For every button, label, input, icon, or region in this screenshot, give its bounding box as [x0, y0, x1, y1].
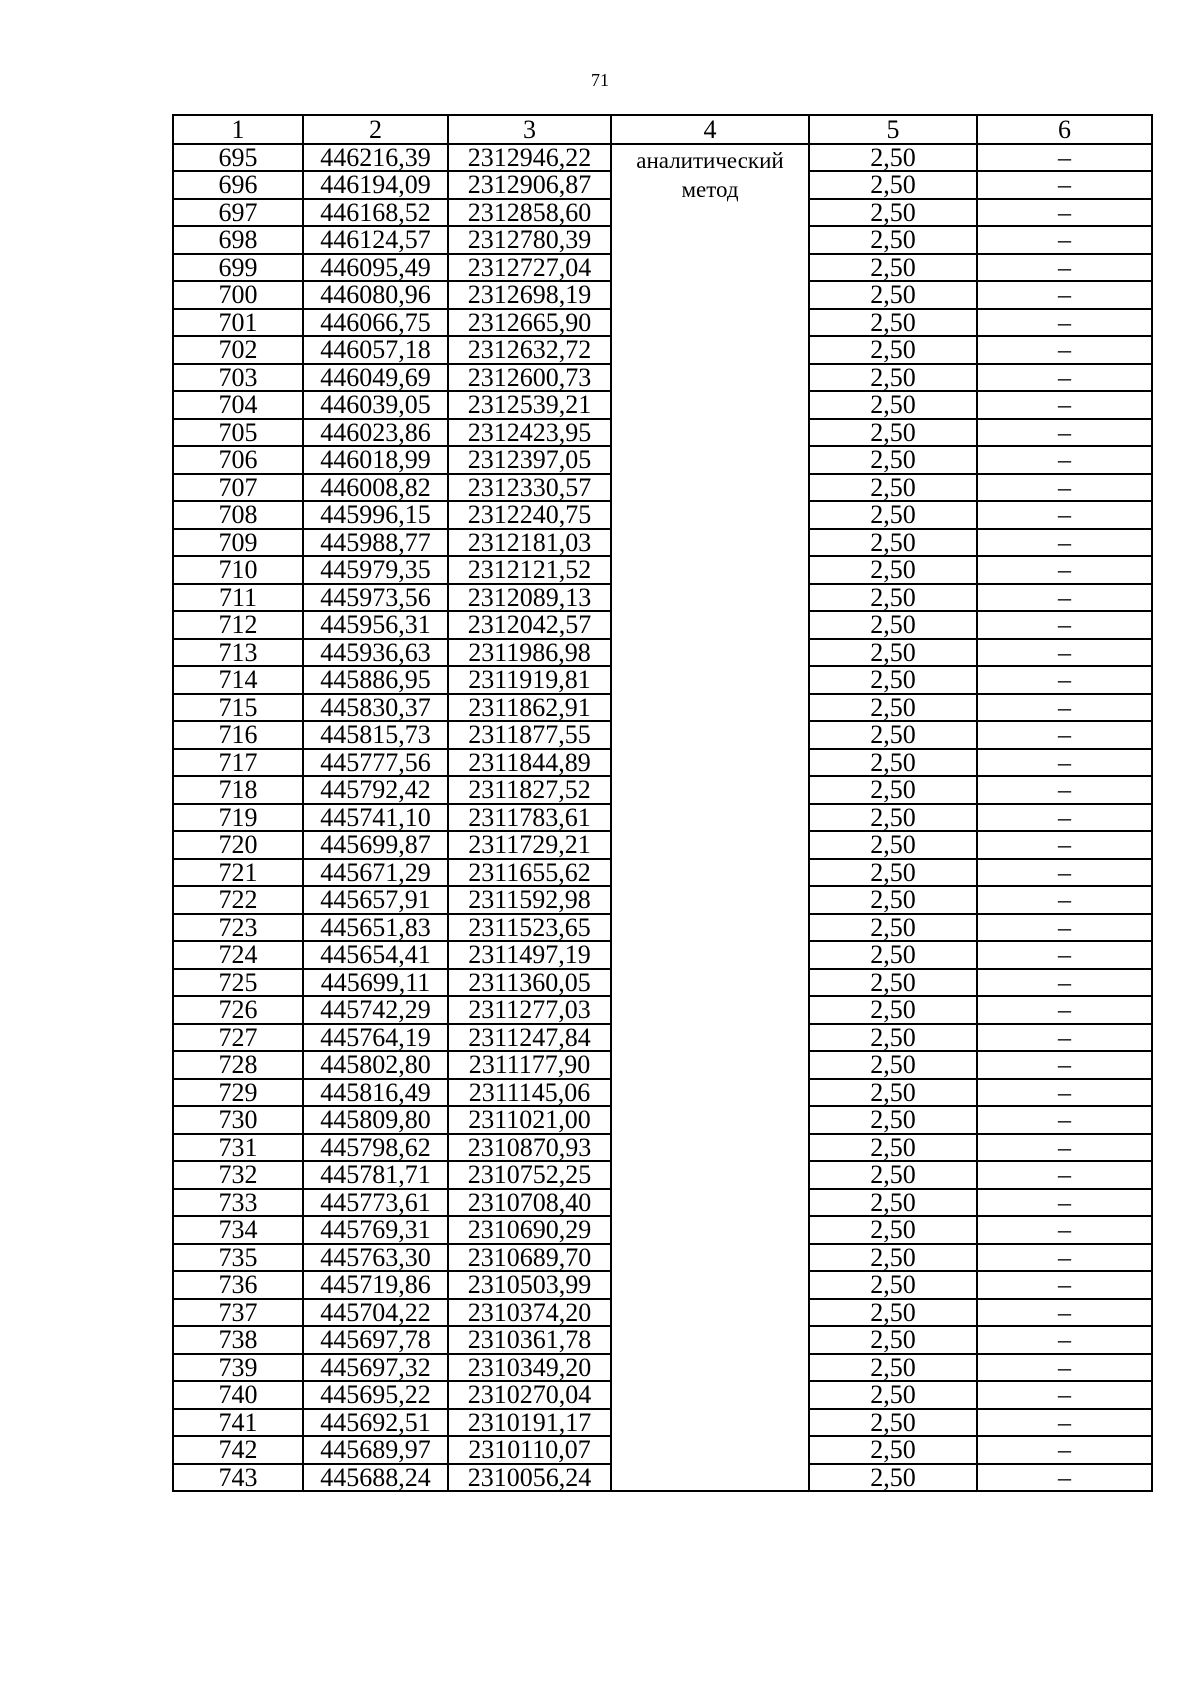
accuracy-cell: 2,50: [809, 941, 977, 969]
x-coordinate-cell: 445671,29: [303, 859, 448, 887]
x-coordinate-cell: 445777,56: [303, 749, 448, 777]
point-number-cell: 721: [173, 859, 303, 887]
point-number-cell: 736: [173, 1271, 303, 1299]
x-coordinate-cell: 445692,51: [303, 1409, 448, 1437]
point-number-cell: 722: [173, 886, 303, 914]
note-cell: –: [977, 364, 1152, 392]
point-number-cell: 723: [173, 914, 303, 942]
y-coordinate-cell: 2311919,81: [448, 666, 611, 694]
column-header: 3: [448, 115, 611, 144]
y-coordinate-cell: 2312397,05: [448, 446, 611, 474]
note-cell: –: [977, 1134, 1152, 1162]
note-cell: –: [977, 831, 1152, 859]
note-cell: –: [977, 1436, 1152, 1464]
x-coordinate-cell: 445654,41: [303, 941, 448, 969]
x-coordinate-cell: 446216,39: [303, 144, 448, 172]
note-cell: –: [977, 474, 1152, 502]
point-number-cell: 700: [173, 281, 303, 309]
note-cell: –: [977, 1464, 1152, 1492]
note-cell: –: [977, 666, 1152, 694]
point-number-cell: 705: [173, 419, 303, 447]
y-coordinate-cell: 2310374,20: [448, 1299, 611, 1327]
point-number-cell: 715: [173, 694, 303, 722]
note-cell: –: [977, 281, 1152, 309]
y-coordinate-cell: 2312240,75: [448, 501, 611, 529]
y-coordinate-cell: 2311729,21: [448, 831, 611, 859]
method-cell: [611, 144, 809, 1492]
accuracy-cell: 2,50: [809, 1326, 977, 1354]
y-coordinate-cell: 2312042,57: [448, 611, 611, 639]
accuracy-cell: 2,50: [809, 1409, 977, 1437]
x-coordinate-cell: 446080,96: [303, 281, 448, 309]
point-number-cell: 714: [173, 666, 303, 694]
y-coordinate-cell: 2312539,21: [448, 391, 611, 419]
note-cell: –: [977, 171, 1152, 199]
point-number-cell: 724: [173, 941, 303, 969]
point-number-cell: 719: [173, 804, 303, 832]
note-cell: –: [977, 1161, 1152, 1189]
point-number-cell: 708: [173, 501, 303, 529]
note-cell: –: [977, 419, 1152, 447]
point-number-cell: 727: [173, 1024, 303, 1052]
note-cell: –: [977, 1079, 1152, 1107]
x-coordinate-cell: 446066,75: [303, 309, 448, 337]
y-coordinate-cell: 2311277,03: [448, 996, 611, 1024]
y-coordinate-cell: 2310503,99: [448, 1271, 611, 1299]
note-cell: –: [977, 941, 1152, 969]
y-coordinate-cell: 2312600,73: [448, 364, 611, 392]
accuracy-cell: 2,50: [809, 1161, 977, 1189]
x-coordinate-cell: 446095,49: [303, 254, 448, 282]
point-number-cell: 726: [173, 996, 303, 1024]
x-coordinate-cell: 445996,15: [303, 501, 448, 529]
point-number-cell: 742: [173, 1436, 303, 1464]
x-coordinate-cell: 446039,05: [303, 391, 448, 419]
x-coordinate-cell: 445764,19: [303, 1024, 448, 1052]
x-coordinate-cell: 445689,97: [303, 1436, 448, 1464]
note-cell: –: [977, 1299, 1152, 1327]
note-cell: –: [977, 309, 1152, 337]
point-number-cell: 743: [173, 1464, 303, 1492]
note-cell: –: [977, 1409, 1152, 1437]
accuracy-cell: 2,50: [809, 969, 977, 997]
note-cell: –: [977, 749, 1152, 777]
point-number-cell: 737: [173, 1299, 303, 1327]
accuracy-cell: 2,50: [809, 446, 977, 474]
x-coordinate-cell: 445815,73: [303, 721, 448, 749]
note-cell: –: [977, 336, 1152, 364]
x-coordinate-cell: 445792,42: [303, 776, 448, 804]
point-number-cell: 712: [173, 611, 303, 639]
point-number-cell: 713: [173, 639, 303, 667]
y-coordinate-cell: 2312181,03: [448, 529, 611, 557]
y-coordinate-cell: 2311145,06: [448, 1079, 611, 1107]
accuracy-cell: 2,50: [809, 639, 977, 667]
x-coordinate-cell: 445988,77: [303, 529, 448, 557]
point-number-cell: 729: [173, 1079, 303, 1107]
note-cell: –: [977, 584, 1152, 612]
note-cell: –: [977, 776, 1152, 804]
point-number-cell: 703: [173, 364, 303, 392]
x-coordinate-cell: 445688,24: [303, 1464, 448, 1492]
accuracy-cell: 2,50: [809, 226, 977, 254]
note-cell: –: [977, 611, 1152, 639]
x-coordinate-cell: 445886,95: [303, 666, 448, 694]
page-number: 71: [591, 70, 609, 90]
note-cell: –: [977, 199, 1152, 227]
point-number-cell: 697: [173, 199, 303, 227]
x-coordinate-cell: 445830,37: [303, 694, 448, 722]
point-number-cell: 740: [173, 1381, 303, 1409]
note-cell: –: [977, 226, 1152, 254]
x-coordinate-cell: 445781,71: [303, 1161, 448, 1189]
point-number-cell: 741: [173, 1409, 303, 1437]
accuracy-cell: 2,50: [809, 1024, 977, 1052]
point-number-cell: 734: [173, 1216, 303, 1244]
x-coordinate-cell: 445704,22: [303, 1299, 448, 1327]
coordinates-table: [172, 114, 1153, 1492]
accuracy-cell: 2,50: [809, 666, 977, 694]
x-coordinate-cell: 445816,49: [303, 1079, 448, 1107]
accuracy-cell: 2,50: [809, 1271, 977, 1299]
point-number-cell: 704: [173, 391, 303, 419]
note-cell: –: [977, 556, 1152, 584]
table-header-row: [173, 115, 1152, 144]
x-coordinate-cell: 445699,11: [303, 969, 448, 997]
point-number-cell: 701: [173, 309, 303, 337]
x-coordinate-cell: 446018,99: [303, 446, 448, 474]
y-coordinate-cell: 2311360,05: [448, 969, 611, 997]
y-coordinate-cell: 2312089,13: [448, 584, 611, 612]
point-number-cell: 707: [173, 474, 303, 502]
x-coordinate-cell: 445651,83: [303, 914, 448, 942]
x-coordinate-cell: 446023,86: [303, 419, 448, 447]
accuracy-cell: 2,50: [809, 171, 977, 199]
y-coordinate-cell: 2312121,52: [448, 556, 611, 584]
column-header: 2: [303, 115, 448, 144]
point-number-cell: 710: [173, 556, 303, 584]
x-coordinate-cell: 446124,57: [303, 226, 448, 254]
y-coordinate-cell: 2312632,72: [448, 336, 611, 364]
point-number-cell: 730: [173, 1106, 303, 1134]
y-coordinate-cell: 2311844,89: [448, 749, 611, 777]
table-row: [173, 144, 1152, 172]
note-cell: –: [977, 886, 1152, 914]
x-coordinate-cell: 445699,87: [303, 831, 448, 859]
accuracy-cell: 2,50: [809, 336, 977, 364]
point-number-cell: 718: [173, 776, 303, 804]
y-coordinate-cell: 2312906,87: [448, 171, 611, 199]
y-coordinate-cell: 2310110,07: [448, 1436, 611, 1464]
x-coordinate-cell: 445742,29: [303, 996, 448, 1024]
note-cell: –: [977, 529, 1152, 557]
x-coordinate-cell: 445798,62: [303, 1134, 448, 1162]
y-coordinate-cell: 2311783,61: [448, 804, 611, 832]
accuracy-cell: 2,50: [809, 254, 977, 282]
y-coordinate-cell: 2311523,65: [448, 914, 611, 942]
point-number-cell: 706: [173, 446, 303, 474]
point-number-cell: 732: [173, 1161, 303, 1189]
x-coordinate-cell: 446168,52: [303, 199, 448, 227]
x-coordinate-cell: 445763,30: [303, 1244, 448, 1272]
x-coordinate-cell: 445979,35: [303, 556, 448, 584]
accuracy-cell: 2,50: [809, 914, 977, 942]
note-cell: –: [977, 1244, 1152, 1272]
note-cell: –: [977, 996, 1152, 1024]
note-cell: –: [977, 859, 1152, 887]
y-coordinate-cell: 2310690,29: [448, 1216, 611, 1244]
y-coordinate-cell: 2311877,55: [448, 721, 611, 749]
accuracy-cell: 2,50: [809, 1464, 977, 1492]
accuracy-cell: 2,50: [809, 1189, 977, 1217]
accuracy-cell: 2,50: [809, 391, 977, 419]
column-header: 6: [977, 115, 1152, 144]
y-coordinate-cell: 2310689,70: [448, 1244, 611, 1272]
point-number-cell: 711: [173, 584, 303, 612]
accuracy-cell: 2,50: [809, 1216, 977, 1244]
accuracy-cell: 2,50: [809, 1299, 977, 1327]
x-coordinate-cell: 446049,69: [303, 364, 448, 392]
point-number-cell: 702: [173, 336, 303, 364]
x-coordinate-cell: 445956,31: [303, 611, 448, 639]
note-cell: –: [977, 1216, 1152, 1244]
note-cell: –: [977, 1189, 1152, 1217]
x-coordinate-cell: 445973,56: [303, 584, 448, 612]
note-cell: –: [977, 694, 1152, 722]
x-coordinate-cell: 445802,80: [303, 1051, 448, 1079]
y-coordinate-cell: 2310191,17: [448, 1409, 611, 1437]
y-coordinate-cell: 2312423,95: [448, 419, 611, 447]
note-cell: –: [977, 914, 1152, 942]
note-cell: –: [977, 254, 1152, 282]
note-cell: –: [977, 144, 1152, 172]
point-number-cell: 728: [173, 1051, 303, 1079]
accuracy-cell: 2,50: [809, 309, 977, 337]
point-number-cell: 725: [173, 969, 303, 997]
y-coordinate-cell: 2312330,57: [448, 474, 611, 502]
accuracy-cell: 2,50: [809, 1051, 977, 1079]
y-coordinate-cell: 2310056,24: [448, 1464, 611, 1492]
y-coordinate-cell: 2310870,93: [448, 1134, 611, 1162]
accuracy-cell: 2,50: [809, 419, 977, 447]
x-coordinate-cell: 445773,61: [303, 1189, 448, 1217]
y-coordinate-cell: 2310270,04: [448, 1381, 611, 1409]
accuracy-cell: 2,50: [809, 144, 977, 172]
note-cell: –: [977, 1381, 1152, 1409]
accuracy-cell: 2,50: [809, 1134, 977, 1162]
accuracy-cell: 2,50: [809, 501, 977, 529]
accuracy-cell: 2,50: [809, 1244, 977, 1272]
point-number-cell: 720: [173, 831, 303, 859]
accuracy-cell: 2,50: [809, 804, 977, 832]
point-number-cell: 717: [173, 749, 303, 777]
point-number-cell: 699: [173, 254, 303, 282]
y-coordinate-cell: 2312858,60: [448, 199, 611, 227]
note-cell: –: [977, 1354, 1152, 1382]
accuracy-cell: 2,50: [809, 996, 977, 1024]
column-header: 4: [611, 115, 809, 144]
note-cell: –: [977, 501, 1152, 529]
x-coordinate-cell: 445809,80: [303, 1106, 448, 1134]
accuracy-cell: 2,50: [809, 199, 977, 227]
note-cell: –: [977, 1106, 1152, 1134]
note-cell: –: [977, 639, 1152, 667]
column-header: 5: [809, 115, 977, 144]
y-coordinate-cell: 2311862,91: [448, 694, 611, 722]
point-number-cell: 716: [173, 721, 303, 749]
point-number-cell: 709: [173, 529, 303, 557]
accuracy-cell: 2,50: [809, 1354, 977, 1382]
accuracy-cell: 2,50: [809, 749, 977, 777]
x-coordinate-cell: 446194,09: [303, 171, 448, 199]
accuracy-cell: 2,50: [809, 556, 977, 584]
accuracy-cell: 2,50: [809, 364, 977, 392]
table-body: [173, 115, 1152, 1491]
accuracy-cell: 2,50: [809, 776, 977, 804]
y-coordinate-cell: 2311021,00: [448, 1106, 611, 1134]
y-coordinate-cell: 2311655,62: [448, 859, 611, 887]
accuracy-cell: 2,50: [809, 611, 977, 639]
x-coordinate-cell: 445719,86: [303, 1271, 448, 1299]
point-number-cell: 735: [173, 1244, 303, 1272]
y-coordinate-cell: 2310361,78: [448, 1326, 611, 1354]
accuracy-cell: 2,50: [809, 859, 977, 887]
x-coordinate-cell: 445769,31: [303, 1216, 448, 1244]
x-coordinate-cell: 446008,82: [303, 474, 448, 502]
x-coordinate-cell: 445695,22: [303, 1381, 448, 1409]
accuracy-cell: 2,50: [809, 831, 977, 859]
x-coordinate-cell: 445697,78: [303, 1326, 448, 1354]
x-coordinate-cell: 446057,18: [303, 336, 448, 364]
y-coordinate-cell: 2310349,20: [448, 1354, 611, 1382]
accuracy-cell: 2,50: [809, 721, 977, 749]
x-coordinate-cell: 445657,91: [303, 886, 448, 914]
accuracy-cell: 2,50: [809, 281, 977, 309]
accuracy-cell: 2,50: [809, 474, 977, 502]
note-cell: –: [977, 721, 1152, 749]
x-coordinate-cell: 445936,63: [303, 639, 448, 667]
accuracy-cell: 2,50: [809, 694, 977, 722]
method-text: аналитический метод: [636, 147, 784, 202]
y-coordinate-cell: 2311827,52: [448, 776, 611, 804]
note-cell: –: [977, 1271, 1152, 1299]
y-coordinate-cell: 2312665,90: [448, 309, 611, 337]
y-coordinate-cell: 2311592,98: [448, 886, 611, 914]
point-number-cell: 696: [173, 171, 303, 199]
accuracy-cell: 2,50: [809, 886, 977, 914]
x-coordinate-cell: 445697,32: [303, 1354, 448, 1382]
y-coordinate-cell: 2312780,39: [448, 226, 611, 254]
accuracy-cell: 2,50: [809, 1436, 977, 1464]
y-coordinate-cell: 2312727,04: [448, 254, 611, 282]
note-cell: –: [977, 446, 1152, 474]
y-coordinate-cell: 2311247,84: [448, 1024, 611, 1052]
note-cell: –: [977, 1051, 1152, 1079]
point-number-cell: 695: [173, 144, 303, 172]
point-number-cell: 733: [173, 1189, 303, 1217]
accuracy-cell: 2,50: [809, 1106, 977, 1134]
note-cell: –: [977, 804, 1152, 832]
y-coordinate-cell: 2311497,19: [448, 941, 611, 969]
note-cell: –: [977, 1024, 1152, 1052]
y-coordinate-cell: 2311986,98: [448, 639, 611, 667]
note-cell: –: [977, 1326, 1152, 1354]
y-coordinate-cell: 2311177,90: [448, 1051, 611, 1079]
y-coordinate-cell: 2312946,22: [448, 144, 611, 172]
accuracy-cell: 2,50: [809, 584, 977, 612]
x-coordinate-cell: 445741,10: [303, 804, 448, 832]
accuracy-cell: 2,50: [809, 1381, 977, 1409]
note-cell: –: [977, 391, 1152, 419]
point-number-cell: 698: [173, 226, 303, 254]
accuracy-cell: 2,50: [809, 1079, 977, 1107]
note-cell: –: [977, 969, 1152, 997]
y-coordinate-cell: 2310708,40: [448, 1189, 611, 1217]
accuracy-cell: 2,50: [809, 529, 977, 557]
column-header: 1: [173, 115, 303, 144]
y-coordinate-cell: 2310752,25: [448, 1161, 611, 1189]
y-coordinate-cell: 2312698,19: [448, 281, 611, 309]
point-number-cell: 738: [173, 1326, 303, 1354]
point-number-cell: 739: [173, 1354, 303, 1382]
point-number-cell: 731: [173, 1134, 303, 1162]
